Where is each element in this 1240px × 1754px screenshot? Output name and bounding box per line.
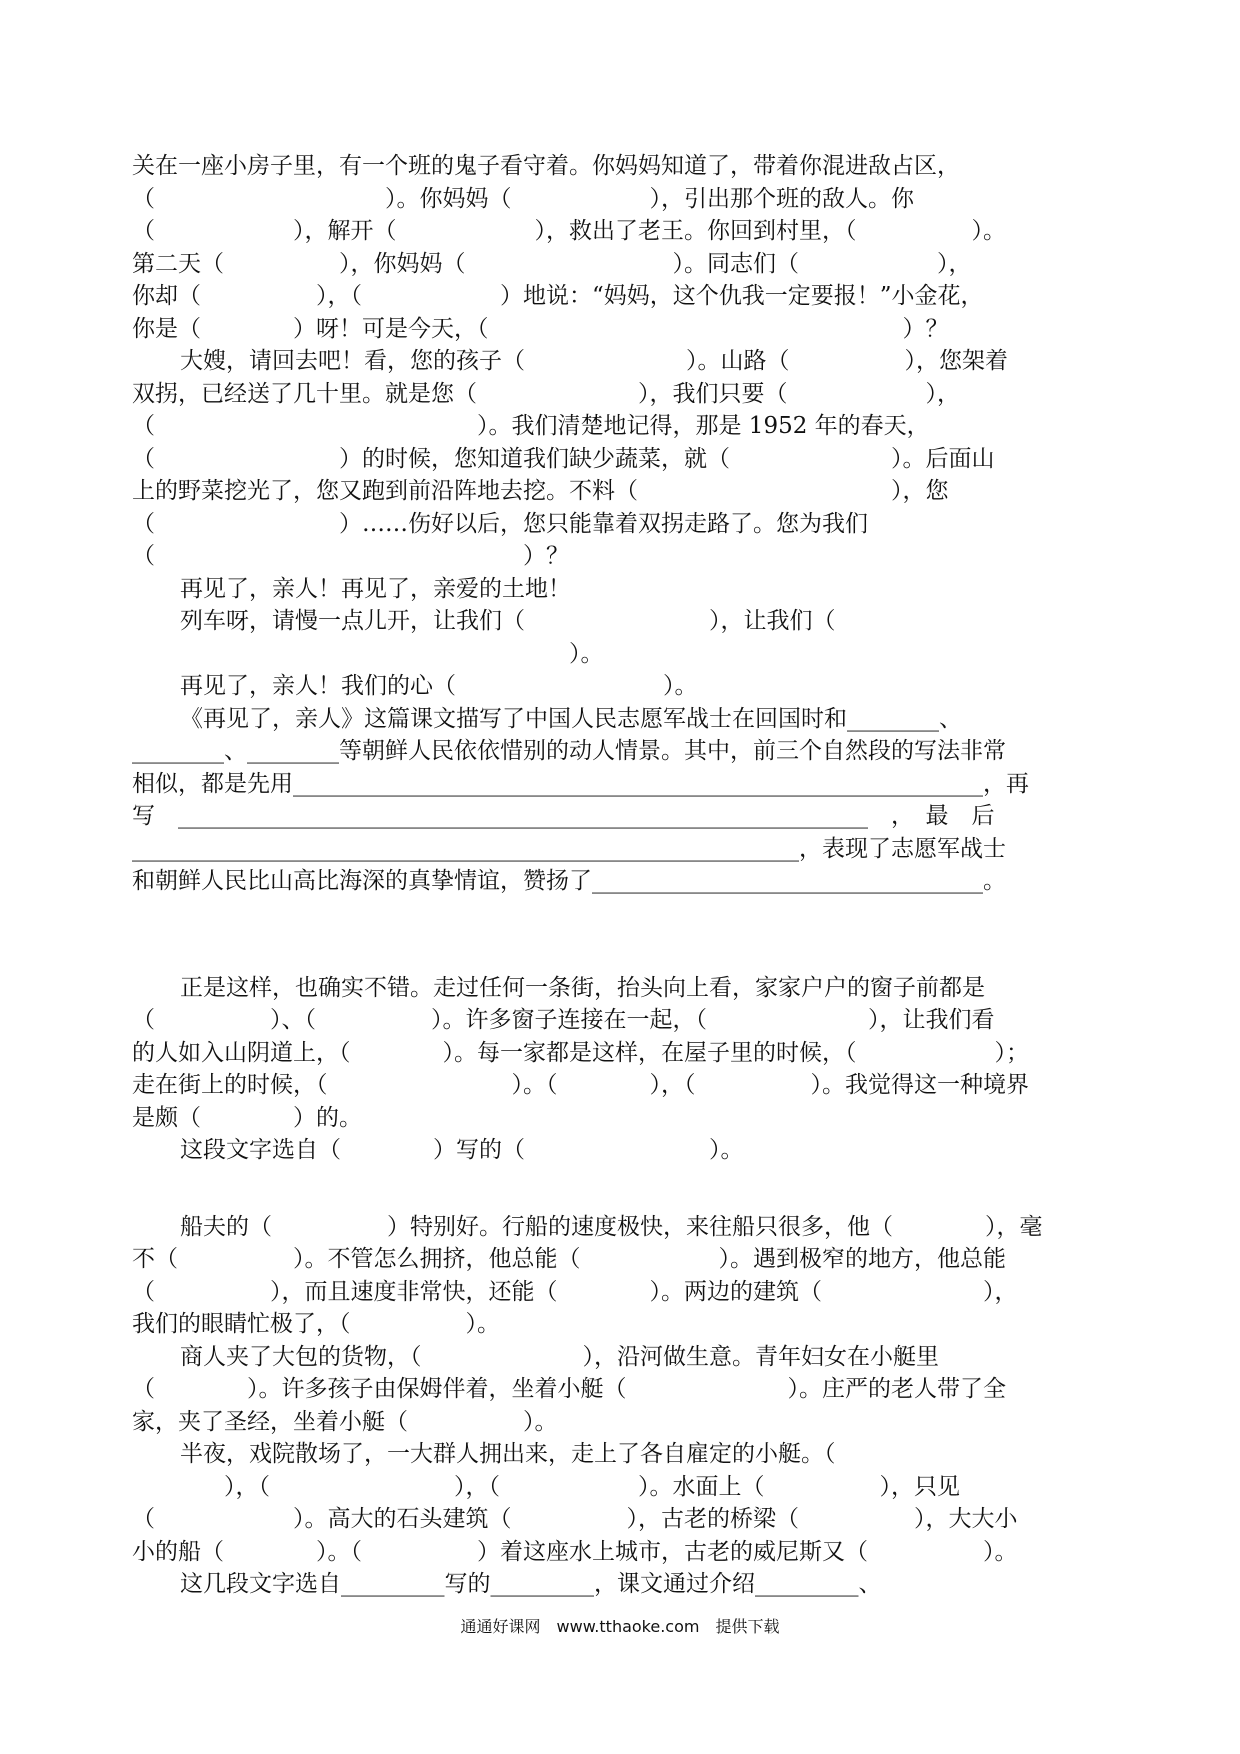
text-line: 关在一座小房子里，有一个班的鬼子看守着。你妈妈知道了，带着你混进敌占区， (132, 153, 960, 179)
text-line: 列车呀，请慢一点儿开，让我们（ ），让我们（ (180, 608, 836, 634)
text-line: 商人夹了大包的货物，（ ），沿河做生意。青年妇女在小艇里 (180, 1343, 939, 1370)
text-line: 你却（ ），（ ）地说：“妈妈，这个仇我一定要报！”小金花， (132, 283, 984, 309)
text-line: 再见了，亲人！再见了，亲爱的土地！ (180, 575, 571, 602)
worksheet-content (132, 150, 1098, 1601)
passage-goodbye-dear-ones (132, 150, 1098, 898)
text-line: 和朝鲜人民比山高比海深的真挚情谊，赞扬了__________________________________。 (132, 868, 1006, 894)
text-line: 小的船（ ）。（ ）着这座水上城市，古老的威尼斯又（ ）。 (132, 1538, 1018, 1565)
text-line: 船夫的（ ）特别好。行船的速度极快，来往船只很多，他（ ），毫 (180, 1213, 1043, 1240)
text-line: 这段文字选自（ ）写的（ ）。 (180, 1137, 744, 1163)
text-line: 不（ ）。不管怎么拥挤，他总能（ ）。遇到极窄的地方，他总能 (132, 1246, 1006, 1272)
text-line: （ ）。高大的石头建筑（ ），古老的桥梁（ ），大大小 (132, 1506, 1018, 1532)
text-line: 这几段文字选自_________写的_________，课文通过介绍_________、 (180, 1571, 882, 1597)
text-line: ________、________等朝鲜人民依依惜别的动人情景。其中，前三个自然段的写法非常 (132, 738, 1006, 764)
text-line: （ ），解开（ ），救出了老王。你回到村里，（ ）。 (132, 218, 1006, 244)
text-line: （ ）。我们清楚地记得，那是 1952 年的春天， (132, 413, 930, 439)
text-line: 再见了，亲人！我们的心（ ）。 (180, 673, 698, 699)
text-line: 写 ____________________________________________________________ ， 最 后 (132, 803, 995, 829)
passage-window-flowers (132, 972, 1098, 1167)
text-line: （ ），而且速度非常快，还能（ ）。两边的建筑（ ）， (132, 1278, 1018, 1305)
text-line: 我们的眼睛忙极了，（ ）。 (132, 1311, 500, 1337)
text-line: 双拐，已经送了几十里。就是您（ ），我们只要（ ）， (132, 380, 960, 407)
footer-source: 通通好课网 www.tthaoke.com 提供下载 (460, 1617, 780, 1636)
passage-venice-boats (132, 1211, 1098, 1601)
text-line: 你是（ ）呀！可是今天，（ ）？ (132, 315, 949, 342)
text-line: （ ）？ (132, 543, 569, 569)
section-gap (132, 1167, 1098, 1211)
text-line: ），（ ），（ ）。水面上（ ），只见 (132, 1473, 960, 1500)
text-line: 相似，都是先用____________________________________________________________，再 (132, 770, 1029, 797)
text-line: 正是这样，也确实不错。走过任何一条街，抬头向上看，家家户户的窗子前都是 (180, 974, 985, 1001)
text-line: ）。 (132, 640, 604, 667)
text-line: 《再见了，亲人》这篇课文描写了中国人民志愿军战士在回国时和________、 (180, 705, 962, 732)
text-line: 上的野菜挖光了，您又跑到前沿阵地去挖。不料（ ），您 (132, 478, 949, 504)
text-line: （ ）的时候，您知道我们缺少蔬菜，就（ ）。后面山 (132, 445, 995, 472)
text-line: 第二天（ ），你妈妈（ ）。同志们（ ）， (132, 250, 972, 277)
text-line: 走在街上的时候，（ ）。（ ），（ ）。我觉得这一种境界 (132, 1072, 1029, 1098)
text-line: 半夜，戏院散场了，一大群人拥出来，走上了各自雇定的小艇。（ (180, 1441, 836, 1467)
text-line: 大嫂，请回去吧！看，您的孩子（ ）。山路（ ），您架着 (180, 348, 1008, 374)
text-line: （ ）。许多孩子由保姆伴着，坐着小艇（ ）。庄严的老人带了全 (132, 1376, 1006, 1402)
text-line: __________________________________________________________，表现了志愿军战士 (132, 835, 1006, 862)
text-line: （ ）、（ ）。许多窗子连接在一起，（ ），让我们看 (132, 1007, 995, 1033)
text-line: 是颇（ ）的。 (132, 1104, 362, 1131)
section-gap (132, 898, 1098, 972)
text-line: （ ）。你妈妈（ ），引出那个班的敌人。你 (132, 185, 914, 212)
text-line: 家，夹了圣经，坐着小艇（ ）。 (132, 1408, 558, 1435)
text-line: （ ）……伤好以后，您只能靠着双拐走路了。您为我们 (132, 510, 868, 537)
text-line: 的人如入山阴道上，（ ）。每一家都是这样，在屋子里的时候，（ ）； (132, 1039, 1029, 1066)
